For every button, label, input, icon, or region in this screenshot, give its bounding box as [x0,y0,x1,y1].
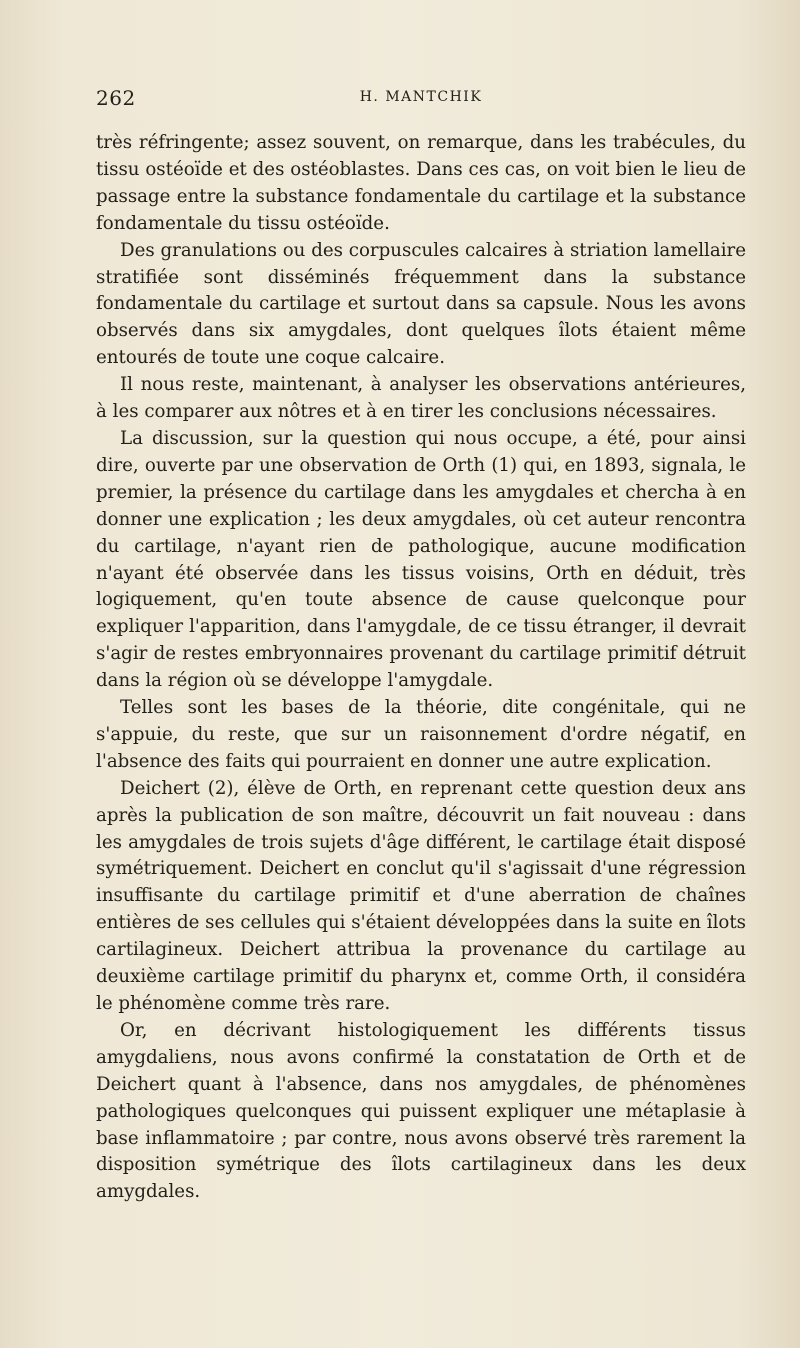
paragraph-prior-observations: Il nous reste, maintenant, à analyser les observations antérieures, à les comparer aux nôtres et à en tirer les conclusions nécessaires. [96,374,746,423]
paragraph-continuation: très réfringente; assez souvent, on remarque, dans les trabécules, du tissu ostéoïde et des ostéoblastes. Dans ces cas, on voit bien le lieu de passage entre la substance fondamentale du cartilage et la substance fondamentale du tissu ostéoïde. [96,132,746,234]
page-number: 262 [96,86,136,110]
paragraph-deichert: Deichert (2), élève de Orth, en reprenant cette question deux ans après la publication de son maître, découvrit un fait nouveau : dans les amygdales de trois sujets d'âge différent, le cartilage était disposé symétriquement. Deichert en conclut qu'il s'agissait d'une régression insuffisante du cartilage primitif et d'une aberration de chaînes entières de ses cellules qui s'étaient développées dans la suite en îlots cartilagineux. Deichert attribua la provenance du cartilage au deuxième cartilage primitif du pharynx et, comme Orth, il considéra le phénomène comme très rare. [96,777,747,1014]
paragraph-calcareous-granulations: Des granulations ou des corpuscules calcaires à striation lamellaire stratifiée sont disséminés fréquemment dans la substance fondamentale du cartilage et surtout dans sa capsule. Nous les avons observés dans six amygdales, dont quelques îlots étaient même entourés de toute une coque calcaire. [96,239,746,369]
paragraph-congenital-theory: Telles sont les bases de la théorie, dite congénitale, qui ne s'appuie, du reste, que sur un raisonnement d'ordre négatif, en l'absence des faits qui pourraient en donner une autre explication. [96,697,746,772]
running-head: H. MANTCHIK [359,89,483,105]
text-body [96,130,746,1206]
paragraph-own-findings: Or, en décrivant histologiquement les différents tissus amygdaliens, nous avons confirmé la constatation de Orth et de Deichert quant à l'absence, dans nos amygdales, de phénomènes pathologiques quelconques qui puissent expliquer une métaplasie à base inflammatoire ; par contre, nous avons observé très rarement la disposition symétrique des îlots cartilagineux dans les deux amygdales. [96,1019,746,1203]
page-header [96,86,746,116]
paragraph-orth-observation: La discussion, sur la question qui nous occupe, a été, pour ainsi dire, ouverte par une observation de Orth (1) qui, en 1893, signala, le premier, la présence du cartilage dans les amygdales et chercha à en donner une explication ; les deux amygdales, où cet auteur rencontra du cartilage, n'ayant rien de pathologique, aucune modification n'ayant été observée dans les tissus voisins, Orth en déduit, très logiquement, qu'en toute absence de cause quelconque pour expliquer l'apparition, dans l'amygdale, de ce tissu étranger, il devrait s'agir de restes embryonnaires provenant du cartilage primitif détruit dans la région où se développe l'amygdale. [96,427,746,692]
